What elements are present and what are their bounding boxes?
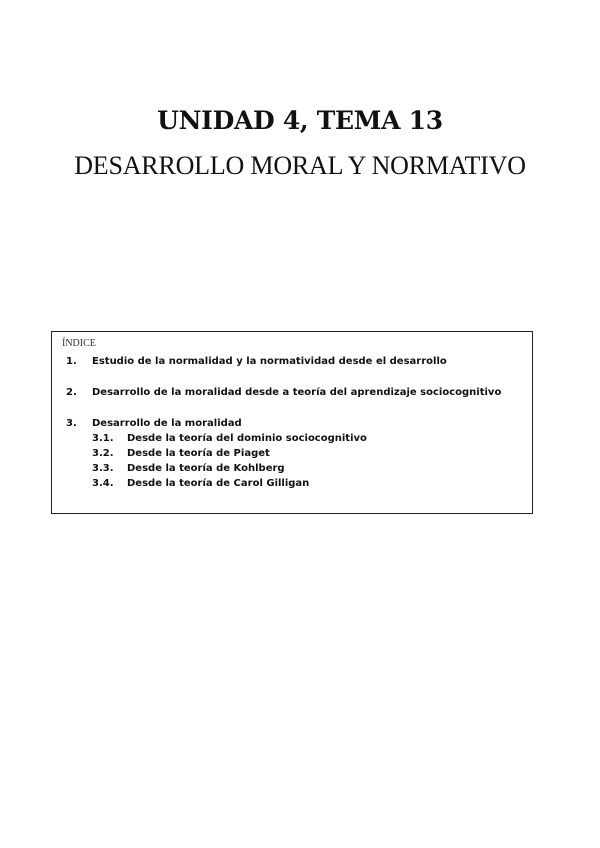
index-subitem-text: Desde la teoría de Piaget	[127, 448, 270, 459]
index-subitem-number: 3.4.	[92, 478, 114, 489]
index-item-number: 1.	[66, 356, 77, 367]
document-subtitle: DESARROLLO MORAL Y NORMATIVO	[74, 151, 526, 180]
index-subitem-text: Desde la teoría del dominio sociocognitivo	[127, 433, 367, 444]
index-item-number: 2.	[66, 387, 77, 398]
index-subitem-number: 3.3.	[92, 463, 114, 474]
index-item-text: Desarrollo de la moralidad	[92, 418, 242, 429]
index-item-text: Desarrollo de la moralidad desde a teoría del aprendizaje sociocognitivo	[92, 387, 502, 398]
index-subitem-text: Desde la teoría de Carol Gilligan	[127, 478, 310, 489]
index-box	[51, 331, 533, 514]
index-item-text: Estudio de la normalidad y la normatividad desde el desarrollo	[92, 356, 447, 367]
index-subitem-text: Desde la teoría de Kohlberg	[127, 463, 285, 474]
index-label: ÍNDICE	[62, 338, 96, 349]
index-subitem-number: 3.2.	[92, 448, 114, 459]
index-item-number: 3.	[66, 418, 77, 429]
index-subitem-number: 3.1.	[92, 433, 114, 444]
document-title: UNIDAD 4, TEMA 13	[157, 106, 443, 135]
